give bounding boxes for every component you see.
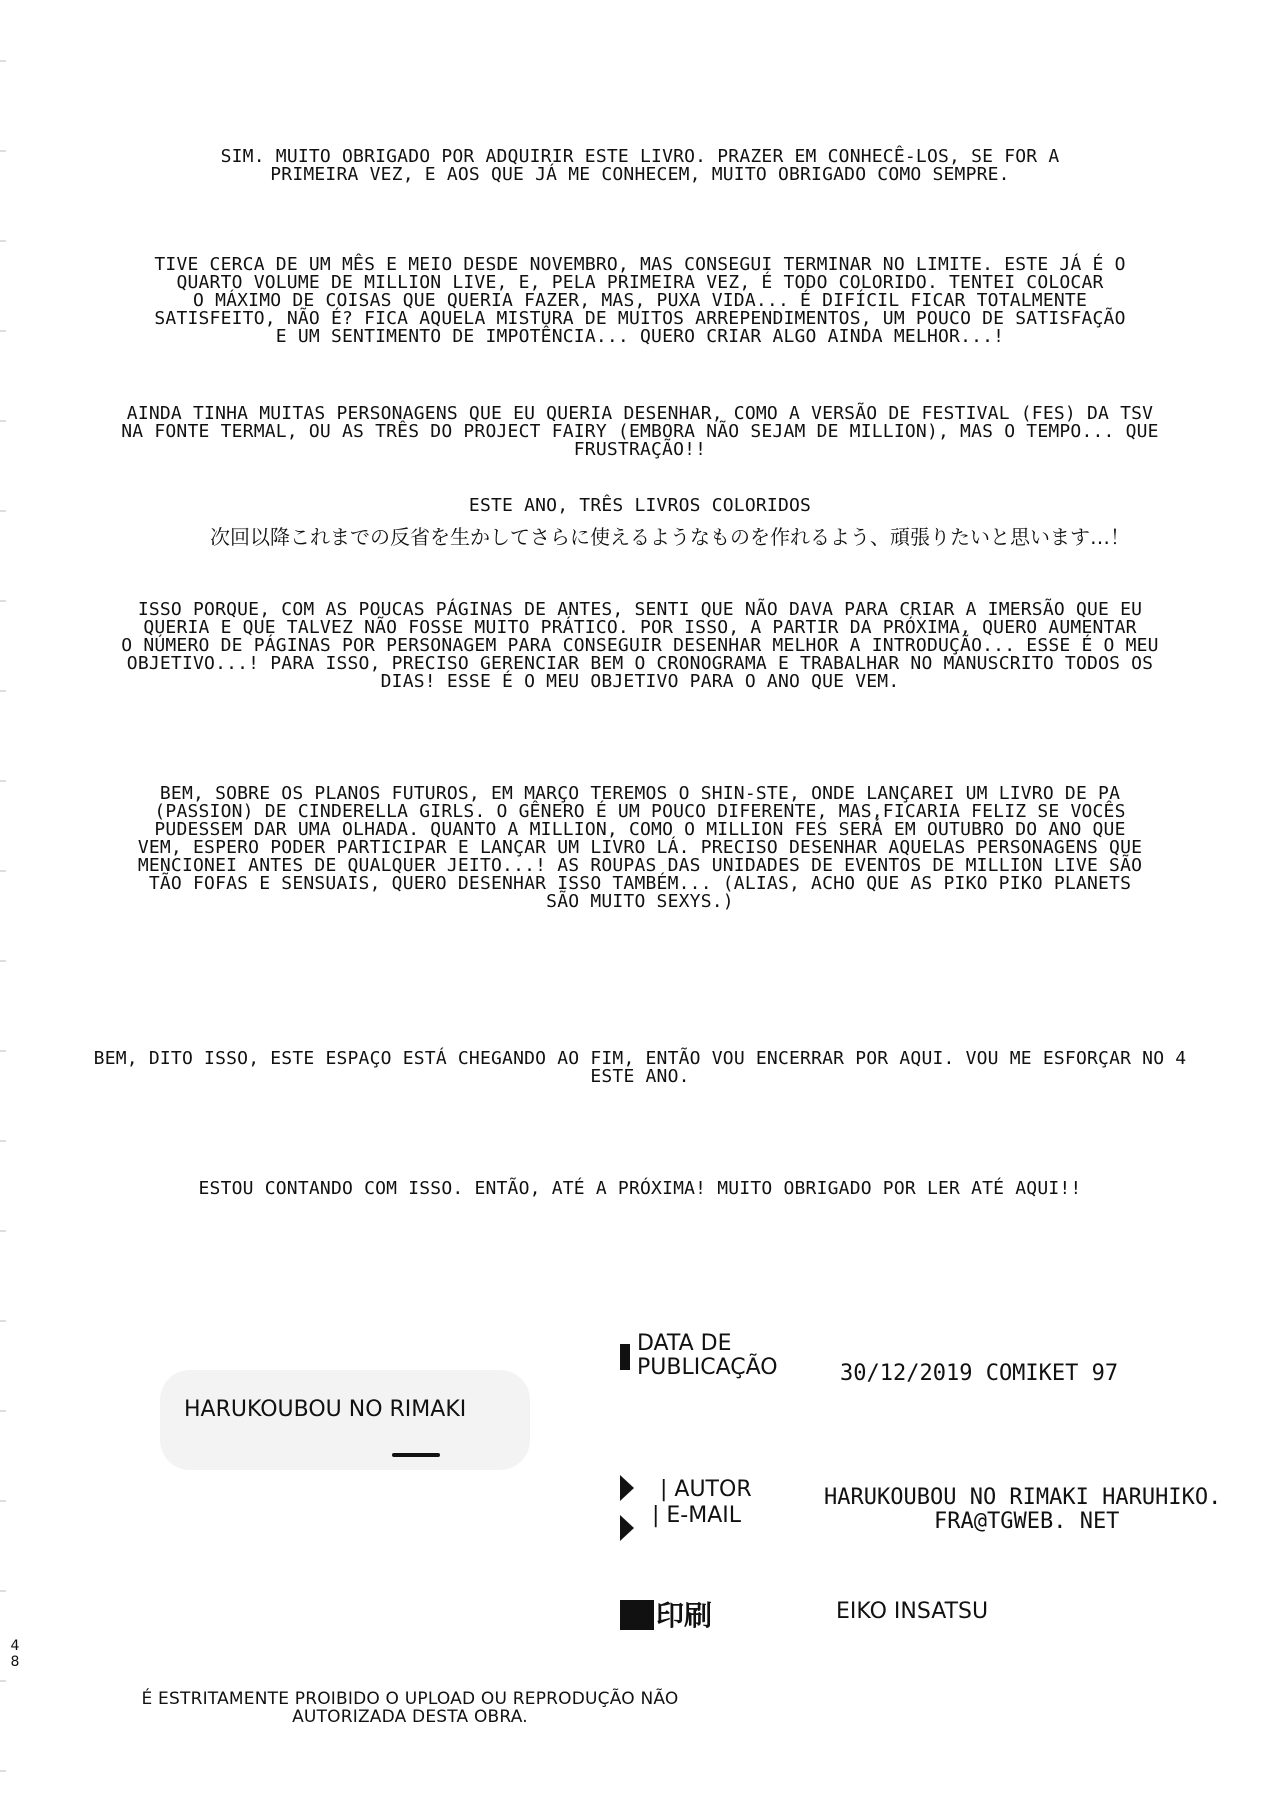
paragraph-thanks: ESTOU CONTANDO COM ISSO. ENTÃO, ATÉ A PRÓXIMA! MUITO OBRIGADO POR LER ATÉ AQUI!! [198,1178,1082,1199]
page-edge [0,0,6,1802]
paragraph-pages: ISSO PORQUE, COM AS POUCAS PÁGINAS DE ANTES, SENTI QUE NÃO DAVA PARA CRIAR A IMERSÃO QUE EU QUERIA E QUE TALVEZ NÃO FOSSE MUITO PRÁTICO. POR ISSO, A PARTIR DA PRÓXIMA, QUERO AUMENTAR O NÚMERO DE PÁGINAS POR PERSONAGEM PARA CONSEGUIR DESENHAR MELHOR A INTRODUÇÃO... ESSE É O MEU OBJETIVO...! PARA ISSO, PRECISO GERENCIAR BEM O CRONOGRAMA E TRABALHAR NO MANUSCRITO TODOS OS DIAS! ESSE É O MEU OBJETIVO PARA O ANO QUE VEM. [121,599,1159,692]
bullet-square-large [620,1600,654,1630]
page-number: 4 8 [10,1638,20,1670]
print-value: EIKO INSATSU [836,1599,989,1624]
circle-name: HARUKOUBOU NO RIMAKI [184,1397,467,1422]
paragraph-greeting: SIM. MUITO OBRIGADO POR ADQUIRIR ESTE LIVRO. PRAZER EM CONHECÊ-LOS, SE FOR A PRIMEIRA VEZ, E AOS QUE JÁ ME CONHECEM, MUITO OBRIGADO COMO SEMPRE. [220,146,1060,185]
bullet-arrow [620,1515,634,1541]
copyright-notice: É ESTRITAMENTE PROIBIDO O UPLOAD OU REPRODUÇÃO NÃO AUTORIZADA DESTA OBRA. [141,1689,679,1727]
author-label: | AUTOR [660,1477,752,1502]
paragraph-closing: BEM, DITO ISSO, ESTE ESPAÇO ESTÁ CHEGANDO AO FIM, ENTÃO VOU ENCERRAR POR AQUI. VOU ME ESFORÇAR NO 4 ESTE ANO. [93,1048,1187,1087]
email-label: | E-MAIL [652,1503,742,1528]
bullet-arrow [620,1475,634,1501]
email-value: FRA@TGWEB. NET [934,1509,1120,1534]
author-value: HARUKOUBOU NO RIMAKI HARUHIKO. [824,1485,1222,1510]
print-label: 印刷 [656,1599,713,1632]
underline-dash [392,1453,440,1457]
paragraph-production: TIVE CERCA DE UM MÊS E MEIO DESDE NOVEMBRO, MAS CONSEGUI TERMINAR NO LIMITE. ESTE JÁ É O QUARTO VOLUME DE MILLION LIVE, E, PELA PRIMEIRA VEZ, É TODO COLORIDO. TENTEI COLOCAR O MÁXIMO DE COISAS QUE QUERIA FAZER, MAS, PUXA VIDA... É DIFÍCIL FICAR TOTALMENTE SATISFEITO, NÃO É? FICA AQUELA MISTURA DE MUITOS ARREPENDIMENTOS, UM POUCO DE SATISFAÇÃO E UM SENTIMENTO DE IMPOTÊNCIA... QUERO CRIAR ALGO AINDA MELHOR...! [154,254,1126,347]
bullet-square [620,1344,630,1370]
paragraph-future-plans: BEM, SOBRE OS PLANOS FUTUROS, EM MARÇO TEREMOS O SHIN-STE, ONDE LANÇAREI UM LIVRO DE PA (PASSION) DE CINDERELLA GIRLS. O GÊNERO É UM POUCO DIFERENTE, MAS,FICARIA FELIZ SE VOCÊS PUDESSEM DAR UMA OLHADA. QUANTO A MILLION, COMO O MILLION FES SERÁ EM OUTUBRO DO ANO QUE VEM, ESPERO PODER PARTICIPAR E LANÇAR UM LIVRO LÁ. PRECISO DESENHAR AQUELAS PERSONAGENS QUE MENCIONEI ANTES DE QUALQUER JEITO...! AS ROUPAS DAS UNIDADES DE EVENTOS DE MILLION LIVE SÃO TÃO FOFAS E SENSUAIS, QUERO DESENHAR ISSO TAMBÉM... (ALIAS, ACHO QUE AS PIKO PIKO PLANETS SÃO MUITO SEXYS.) [137,783,1143,912]
paragraph-japanese: 次回以降これまでの反省を生かしてさらに使えるようなものを作れるよう、頑張りたいと思います…！ [210,525,1130,549]
publication-value: 30/12/2019 COMIKET 97 [840,1361,1119,1386]
paragraph-characters: AINDA TINHA MUITAS PERSONAGENS QUE EU QUERIA DESENHAR, COMO A VERSÃO DE FESTIVAL (FES) DA TSV NA FONTE TERMAL, OU AS TRÊS DO PROJECT FAIRY (EMBORA NÃO SEJAM DE MILLION), MAS O TEMPO... QUE FRUSTRAÇÃO!! [121,403,1159,460]
paragraph-three-books: ESTE ANO, TRÊS LIVROS COLORIDOS [468,495,812,516]
publication-label: DATA DE PUBLICAÇÃO [637,1331,778,1380]
